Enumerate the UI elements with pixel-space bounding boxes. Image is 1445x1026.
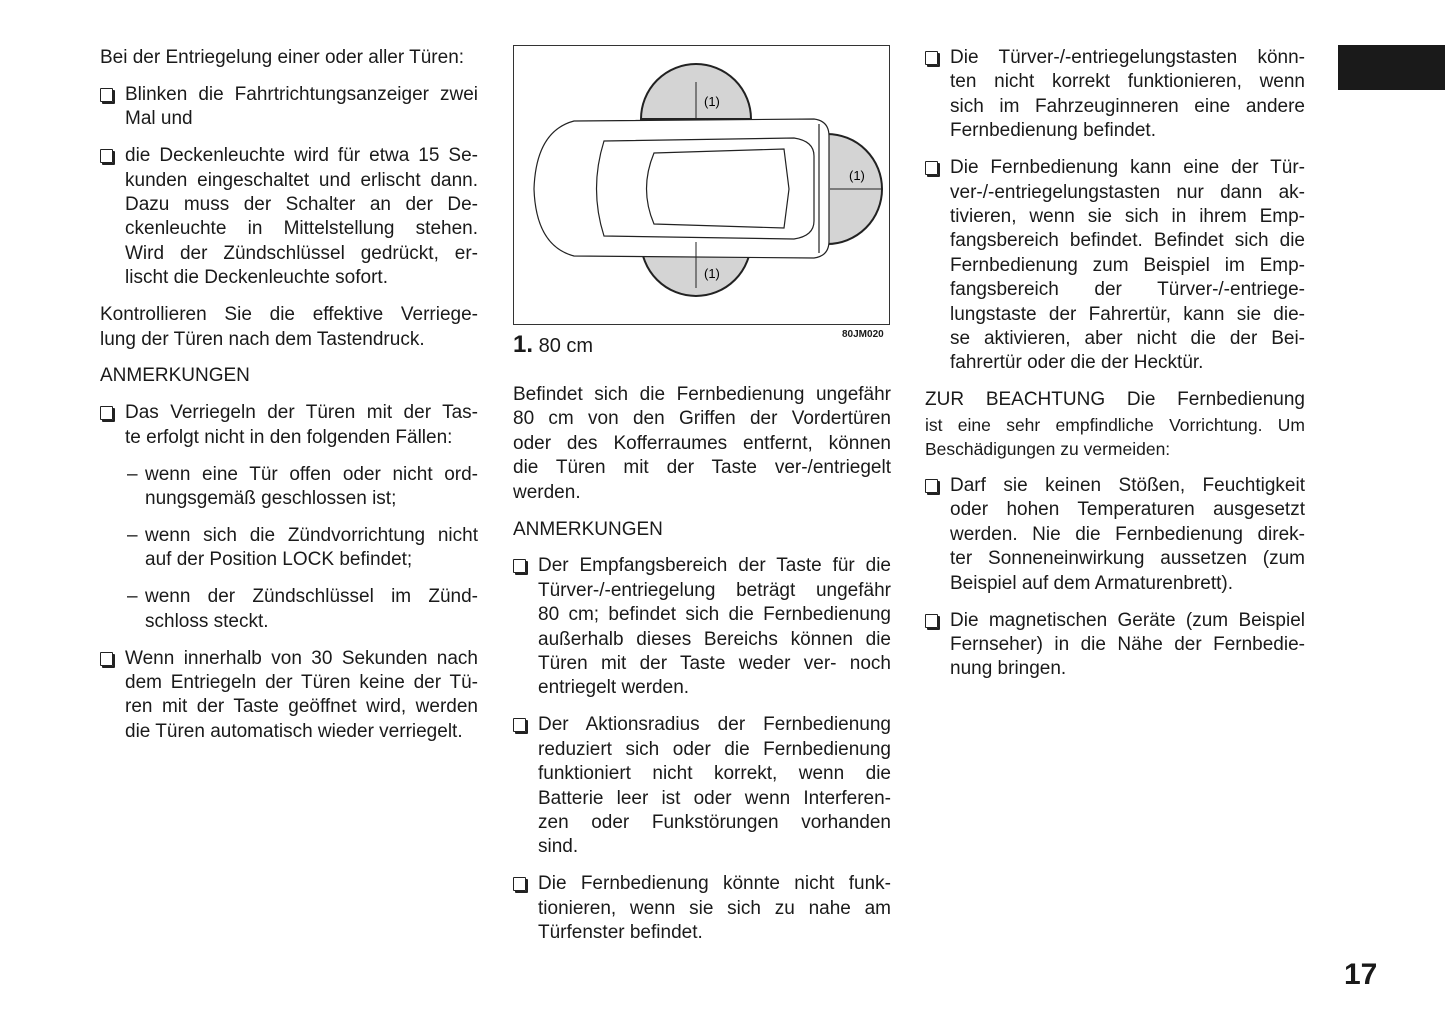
bullet-item xyxy=(925,474,1305,596)
text-line: ist eine sehr empfindliche Vorrichtung. Um xyxy=(925,414,1305,435)
bullet-item xyxy=(513,554,891,700)
text-line: Türfenster befindet. xyxy=(538,922,703,944)
paragraph xyxy=(100,46,478,70)
text-line: die Türen automatisch wieder verriegelt. xyxy=(125,720,463,742)
text-line: Der Empfangsbereich der Taste für die xyxy=(538,555,891,577)
text-line: lischt die Deckenleuchte sofort. xyxy=(125,267,388,289)
text-line: 80 cm von den Griffen der Vordertüren xyxy=(513,408,891,430)
text-line: Die magnetischen Geräte (zum Beispiel xyxy=(950,609,1305,631)
range-label-top: (1) xyxy=(704,94,720,109)
figure-caption xyxy=(513,331,593,359)
text-line: Darf sie keinen Stößen, Feuchtigkeit xyxy=(950,475,1305,496)
figure-caption-text: 80 cm xyxy=(538,335,594,357)
text-line: werden. xyxy=(513,481,581,503)
text-line: Dazu muss der Schalter an der De- xyxy=(125,194,478,216)
text-line: 80 cm; befindet sich die Fernbedienung xyxy=(538,604,891,626)
text-line: Das Verriegeln der Türen mit der Tas- xyxy=(125,402,478,424)
text-line: ver-/-entriegelungstasten nur dann ak- xyxy=(950,181,1305,203)
car-top-view-illustration xyxy=(514,46,889,324)
text-line: Wird der Zündschlüssel gedrückt, er- xyxy=(125,242,478,264)
text-line: ren mit der Taste geöffnet wird, werden xyxy=(125,696,478,718)
bullet-item xyxy=(100,144,478,290)
page-number: 17 xyxy=(1344,958,1378,991)
text-column-2 xyxy=(513,383,891,958)
text-line: funktioniert nicht korrekt, wenn die xyxy=(538,763,891,785)
text-line: oder des Kofferraumes entfernt, können xyxy=(513,432,891,454)
text-line: ZUR BEACHTUNG Die Fernbedienung xyxy=(925,389,1305,411)
text-line: ten nicht korrekt funktionieren, wenn xyxy=(950,71,1305,93)
dash-marker: – xyxy=(127,463,138,485)
text-line: sich im Fahrzeuginneren eine andere xyxy=(950,95,1305,117)
text-line: werden. Nie die Fernbedienung direk- xyxy=(950,523,1305,545)
checkbox-bullet-icon xyxy=(925,51,938,65)
text-line: fangsbereich befindet. Befindet sich die xyxy=(950,230,1305,252)
dash-item xyxy=(100,585,478,634)
text-line: Türver-/-entriegelung beträgt ungefähr xyxy=(538,579,891,601)
text-line: Fernbedienung zum Beispiel im Emp- xyxy=(950,254,1305,276)
text-line: nung bringen. xyxy=(950,658,1067,680)
bullet-item xyxy=(513,872,891,945)
text-line: Kontrollieren Sie die effektive Verriege- xyxy=(100,304,478,326)
checkbox-bullet-icon xyxy=(513,559,526,573)
figure-code: 80JM020 xyxy=(842,329,884,340)
text-line: wenn der Zündschlüssel im Zünd- xyxy=(145,586,478,608)
text-line: Befindet sich die Fernbedienung ungefähr xyxy=(513,384,891,405)
text-line: außerhalb dieses Bereichs können die xyxy=(538,628,891,650)
text-line: Batterie leer ist oder wenn Interferen- xyxy=(538,787,891,809)
text-line: zen oder Funkstörungen vorhanden xyxy=(538,812,891,833)
text-line: Bei der Entriegelung einer oder aller Türen: xyxy=(100,47,465,68)
figure-remote-range-diagram xyxy=(513,45,890,325)
text-line: Die Türver-/-entriegelungstasten könn- xyxy=(950,47,1305,68)
bullet-item xyxy=(513,713,891,859)
text-line: auf der Position LOCK befindet; xyxy=(145,549,413,571)
text-line: ANMERKUNGEN xyxy=(513,518,663,540)
text-line: Türen mit der Taste weder ver- noch xyxy=(538,653,891,675)
text-line: Mal und xyxy=(125,108,193,130)
text-line: fangsbereich der Türver-/-entriege- xyxy=(950,279,1305,301)
paragraph xyxy=(100,303,478,352)
text-line: tionieren, wenn sie sich zu nahe am xyxy=(538,897,891,919)
text-line: sind. xyxy=(538,836,579,858)
bullet-item xyxy=(100,647,478,745)
paragraph xyxy=(925,388,1305,461)
text-line: Die Fernbedienung kann eine der Tür- xyxy=(950,157,1305,179)
text-line: Beispiel auf dem Armaturenbrett). xyxy=(950,572,1234,594)
text-line: kunden eingeschaltet und erlischt dann. xyxy=(125,169,478,191)
paragraph xyxy=(513,383,891,505)
checkbox-bullet-icon xyxy=(100,652,113,666)
chapter-tab-marker xyxy=(1338,45,1445,90)
checkbox-bullet-icon xyxy=(513,877,526,891)
text-line: nungsgemäß geschlossen ist; xyxy=(145,488,397,510)
checkbox-bullet-icon xyxy=(100,406,113,420)
bullet-item xyxy=(100,83,478,132)
bullet-item xyxy=(925,156,1305,376)
text-line: die Deckenleuchte wird für etwa 15 Se- xyxy=(125,145,478,167)
text-line: Blinken die Fahrtrichtungsanzeiger zwei xyxy=(125,83,478,105)
text-line: lung der Türen nach dem Tastendruck. xyxy=(100,328,425,350)
paragraph xyxy=(100,364,478,388)
text-line: Der Aktionsradius der Fernbedienung xyxy=(538,714,891,736)
range-label-rear: (1) xyxy=(849,168,865,183)
figure-number: 1. xyxy=(513,331,534,358)
bullet-item xyxy=(925,609,1305,682)
text-line: reduziert sich oder die Fernbedienung xyxy=(538,738,891,760)
text-line: Die Fernbedienung könnte nicht funk- xyxy=(538,873,891,895)
text-line: wenn sich die Zündvorrichtung nicht xyxy=(145,525,478,546)
checkbox-bullet-icon xyxy=(925,479,938,493)
bullet-item xyxy=(925,46,1305,144)
text-line: dem Entriegeln der Türen keine der Tü- xyxy=(125,672,478,694)
text-line: schloss steckt. xyxy=(145,610,269,632)
checkbox-bullet-icon xyxy=(100,149,113,163)
checkbox-bullet-icon xyxy=(925,161,938,175)
text-line: Wenn innerhalb von 30 Sekunden nach xyxy=(125,647,478,669)
text-line: entriegelt werden. xyxy=(538,677,690,699)
range-label-bottom: (1) xyxy=(704,266,720,281)
dash-item xyxy=(100,524,478,573)
text-line: oder hohen Temperaturen ausgesetzt xyxy=(950,499,1305,521)
dash-marker: – xyxy=(127,525,138,546)
checkbox-bullet-icon xyxy=(925,614,938,628)
text-line: ANMERKUNGEN xyxy=(100,365,250,387)
text-column-3 xyxy=(925,46,1305,694)
text-line: wenn eine Tür offen oder nicht ord- xyxy=(145,463,478,485)
text-line: die Türen mit der Taste ver-/entriegelt xyxy=(513,457,891,479)
text-line: Fernbedienung befindet. xyxy=(950,120,1156,142)
dash-marker: – xyxy=(127,586,138,608)
text-line: ckenleuchte in Mittelstellung stehen. xyxy=(125,218,478,240)
text-line: lungstaste der Fahrertür, kann sie die- xyxy=(950,303,1305,325)
text-line: se aktivieren, aber nicht die der Bei- xyxy=(950,327,1305,349)
paragraph xyxy=(513,518,891,542)
text-line: Fernseher) in die Nähe der Fernbedie- xyxy=(950,633,1305,655)
text-line: ter Sonneneinwirkung aussetzen (zum xyxy=(950,548,1305,570)
text-line: fahrertür oder die der Hecktür. xyxy=(950,352,1204,374)
dash-item xyxy=(100,463,478,512)
checkbox-bullet-icon xyxy=(513,718,526,732)
text-line: tivieren, wenn sie sich in ihrem Emp- xyxy=(950,205,1305,227)
text-line: te erfolgt nicht in den folgenden Fällen: xyxy=(125,426,453,448)
text-line: Beschädigungen zu vermeiden: xyxy=(925,439,1171,460)
text-column-1 xyxy=(100,46,478,757)
bullet-item xyxy=(100,401,478,450)
checkbox-bullet-icon xyxy=(100,88,113,102)
